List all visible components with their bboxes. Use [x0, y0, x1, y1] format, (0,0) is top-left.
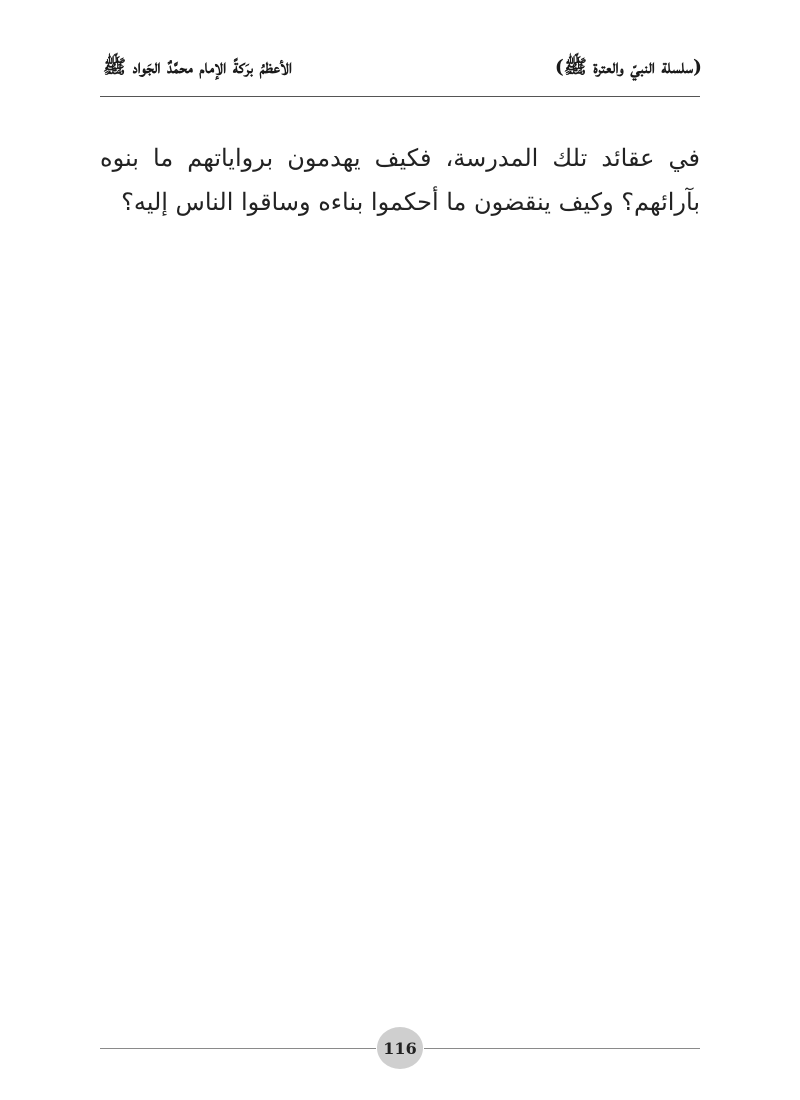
page-number-badge: 116: [377, 1027, 423, 1069]
series-title: (سلسلة النبيّ والعترة ﷺ): [554, 56, 702, 78]
footer-divider-left: [100, 1048, 376, 1049]
body-paragraph: في عقائد تلك المدرسة، فكيف يهدمون برواياتهم ما بنوه بآرائهم؟ وكيف ينقضون ما أحكموا بناءه وساقوا الناس إليه؟: [100, 144, 700, 216]
header-divider: [100, 96, 700, 97]
book-title: الأعظمُ برَكةً الإمام محمَّدٌ الجَواد ﷺ: [103, 56, 293, 78]
footer-divider-right: [424, 1048, 700, 1049]
